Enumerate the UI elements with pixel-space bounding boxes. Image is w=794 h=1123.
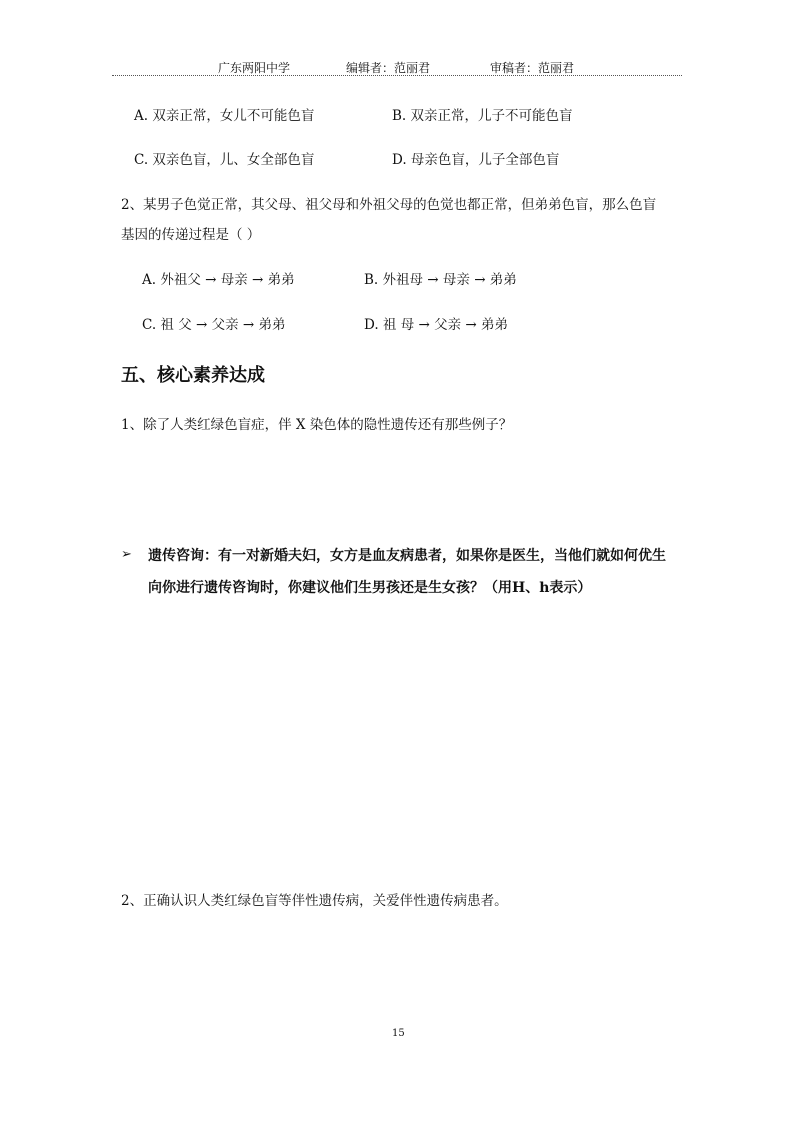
section-title: 五、核心素养达成	[121, 365, 265, 386]
section5-question-2: 2、正确认识人类红绿色盲等伴性遗传病，关爱伴性遗传病患者。	[121, 893, 508, 909]
arrow-bullet-icon: ➢	[121, 547, 132, 562]
q2-stem-line2: 基因的传递过程是（ ）	[121, 227, 261, 243]
section5-question-1: 1、除了人类红绿色盲症，伴 X 染色体的隐性遗传还有那些例子？	[121, 417, 513, 433]
header-school: 广东两阳中学	[218, 61, 291, 75]
q1-option-b: B. 双亲正常，儿子不可能色盲	[392, 108, 573, 124]
q2-option-c: C. 祖 父 → 父亲 → 弟弟	[142, 317, 286, 333]
header-divider	[112, 75, 682, 76]
q1-option-c: C. 双亲色盲，儿、女全部色盲	[134, 152, 315, 168]
consultation-line2: 向你进行遗传咨询时，你建议他们生男孩还是生女孩？（用H、h表示）	[148, 580, 592, 596]
header-reviewer: 审稿者：范丽君	[490, 61, 575, 75]
q2-option-b: B. 外祖母 → 母亲 → 弟弟	[364, 272, 517, 288]
q1-option-a: A. 双亲正常，女儿不可能色盲	[134, 108, 315, 124]
q2-stem-line1: 2、某男子色觉正常，其父母、祖父母和外祖父母的色觉也都正常，但弟弟色盲，那么色盲	[121, 197, 657, 213]
q2-option-d: D. 祖 母 → 父亲 → 弟弟	[364, 317, 509, 333]
q1-option-d: D. 母亲色盲，儿子全部色盲	[392, 152, 560, 168]
consultation-line1: 遗传咨询：有一对新婚夫妇，女方是血友病患者，如果你是医生，当他们就如何优生	[148, 548, 666, 564]
page-number: 15	[392, 1028, 405, 1039]
q2-option-a: A. 外祖父 → 母亲 → 弟弟	[142, 272, 295, 288]
header-editor: 编辑者：范丽君	[346, 61, 431, 75]
